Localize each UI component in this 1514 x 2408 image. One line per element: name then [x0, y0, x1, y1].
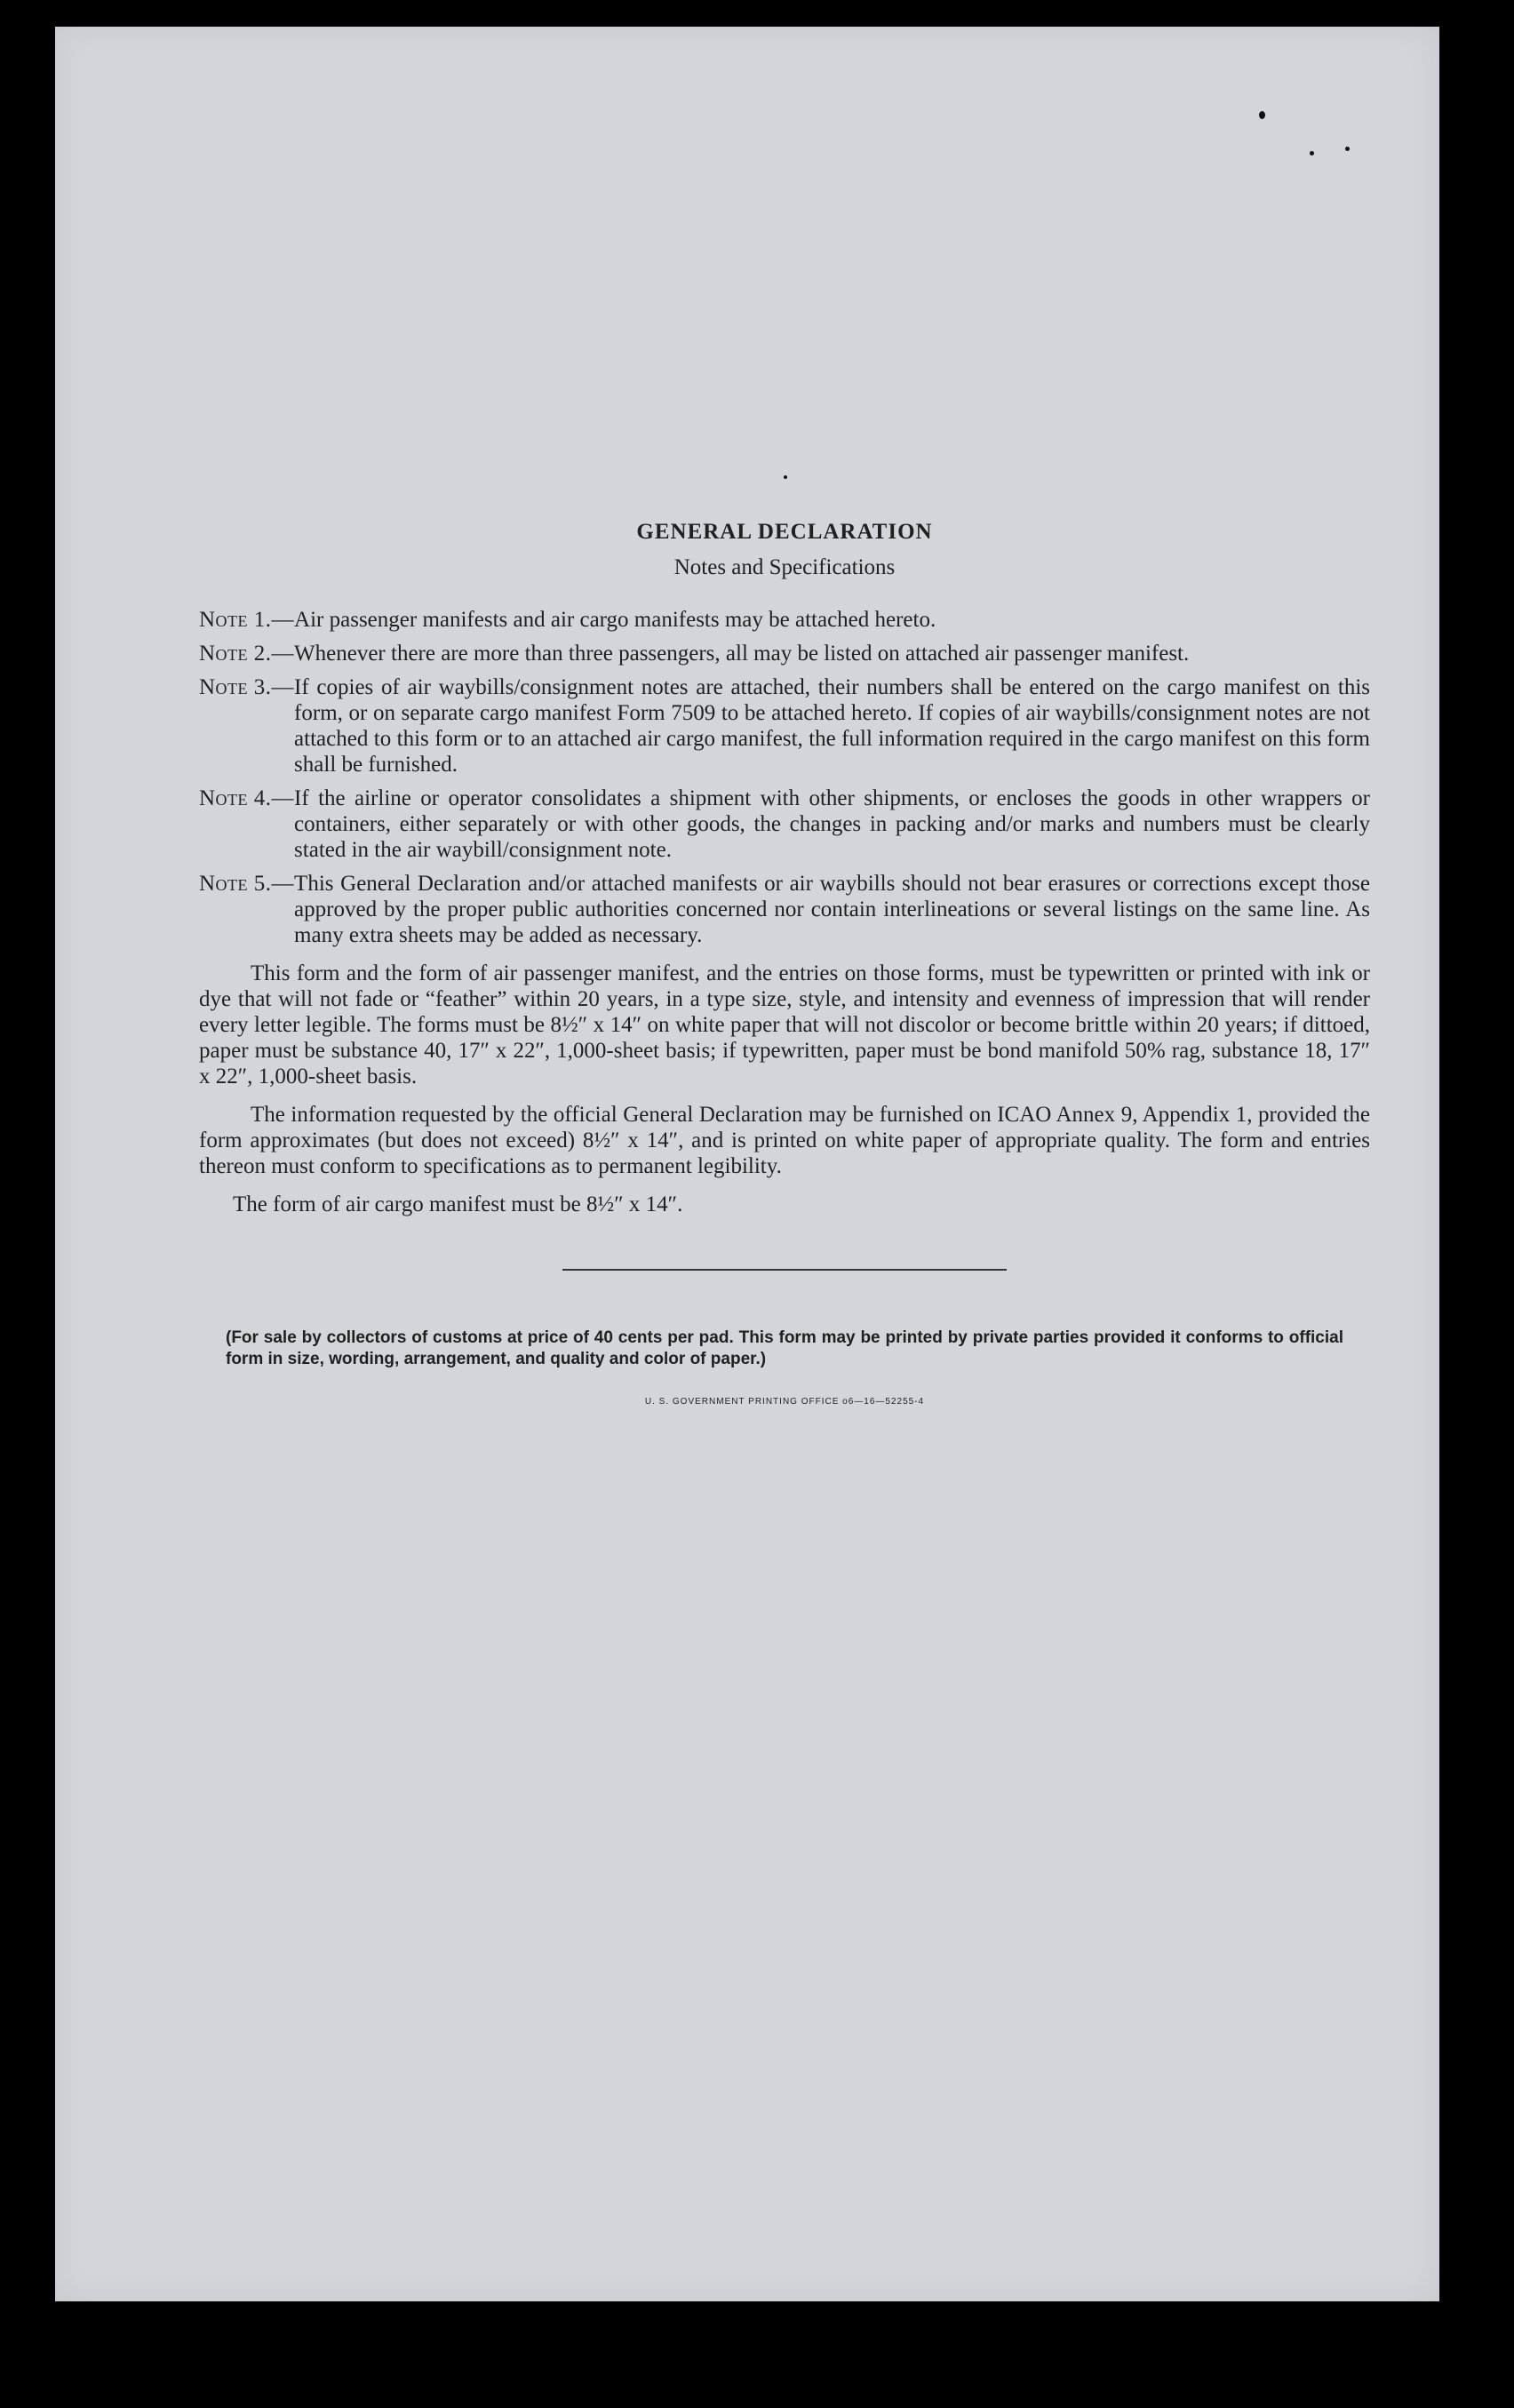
paragraph-cargo-manifest: The form of air cargo manifest must be 8½″ x 14″.: [233, 1192, 683, 1216]
note-4: [199, 785, 1370, 863]
note-2: [199, 641, 1370, 666]
scan-speck: [784, 475, 787, 479]
note-text: This General Declaration and/or attached manifests or air waybills should not bear erasures or corrections except those approved by the proper public authorities concerned nor contain interlineations or several listings on the same line. As many extra sheets may be added as necessary.: [294, 872, 1370, 947]
note-5: [199, 871, 1370, 948]
note-label: Note 2.—: [199, 642, 295, 666]
scan-speck: [1345, 147, 1350, 151]
printer-line: U. S. GOVERNMENT PRINTING OFFICE o6—16—52255-4: [644, 1397, 925, 1407]
note-3: [199, 674, 1370, 777]
note-text: Whenever there are more than three passengers, all may be listed on attached air passenger manifest.: [294, 642, 1190, 666]
bleed-through-header: [55, 89, 1439, 124]
note-label: Note 3.—: [199, 675, 295, 699]
note-text: If the airline or operator consolidates a shipment with other shipments, or encloses the goods in other wrappers or containers, either separately or with other goods, the changes in packing and/or marks and numbers must be clearly stated in the air waybill/consignment note.: [294, 786, 1370, 862]
note-label: Note 1.—: [199, 608, 295, 632]
scan-speck: [1259, 111, 1265, 119]
document-content: [199, 520, 1370, 1407]
note-label: Note 4.—: [199, 786, 295, 810]
note-1: [199, 607, 1370, 633]
divider-rule: [562, 1269, 1007, 1271]
note-text: If copies of air waybills/consignment notes are attached, their numbers shall be entered on the cargo manifest on this form, or on separate cargo manifest Form 7509 to be attached hereto. If copies of air waybills/consignment notes are not attached to this form or to an attached air cargo manifest, the full information required in the cargo manifest on this form shall be furnished.: [294, 675, 1370, 777]
page-subtitle: Notes and Specifications: [673, 555, 896, 579]
note-text: Air passenger manifests and air cargo manifests may be attached hereto.: [294, 608, 936, 632]
page-title: GENERAL DECLARATION: [636, 520, 933, 544]
scan-speck: [1310, 151, 1314, 155]
paragraph-icao: The information requested by the official General Declaration may be furnished on ICAO Annex 9, Appendix 1, provided the form approximates (but does not exceed) 8½″ x 14″, and is printed on white paper of appropriate quality. The form and entries thereon must conform to specifications as to permanent legibility.: [199, 1103, 1370, 1178]
sale-notice: (For sale by collectors of customs at price of 40 cents per pad. This form may be printed by private parties provided it conforms to official form in size, wording, arrangement, and quality and color of paper.): [226, 1328, 1343, 1368]
document-page: [55, 27, 1439, 2301]
paragraph-paper-specs: This form and the form of air passenger manifest, and the entries on those forms, must be typewritten or printed with ink or dye that will not fade or “feather” within 20 years, in a type size, style, and intensity and evenness of impression that will render every letter legible. The forms must be 8½″ x 14″ on white paper that will not discolor or become brittle within 20 years; if dittoed, paper must be substance 40, 17″ x 22″, 1,000-sheet basis; if typewritten, paper must be bond manifold 50% rag, substance 18, 17″ x 22″, 1,000-sheet basis.: [199, 961, 1370, 1088]
note-label: Note 5.—: [199, 872, 295, 896]
